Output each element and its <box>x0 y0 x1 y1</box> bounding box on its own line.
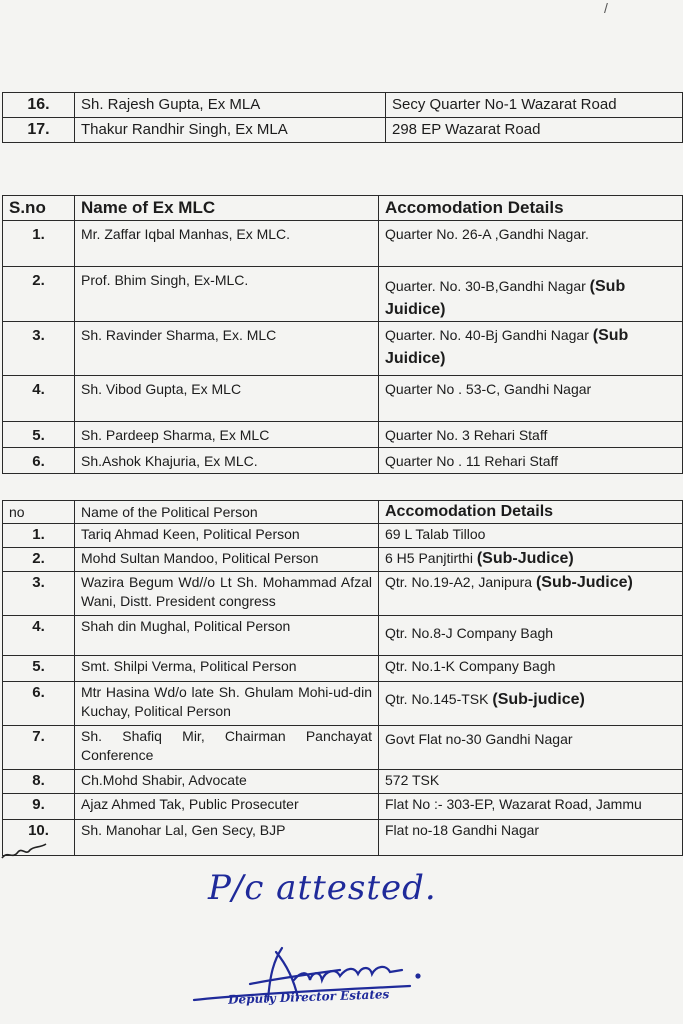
row-accommodation: 298 EP Wazarat Road <box>386 118 683 143</box>
row-name: Smt. Shilpi Verma, Political Person <box>75 656 379 682</box>
row-name: Mohd Sultan Mandoo, Political Person <box>75 548 379 572</box>
row-number: 1. <box>3 524 75 548</box>
row-name: Ajaz Ahmed Tak, Public Prosecuter <box>75 794 379 820</box>
row-accommodation: Quarter No . 53-C, Gandhi Nagar <box>379 376 683 422</box>
sub-judice-label: (Sub-Judice) <box>476 550 574 567</box>
political-person-table <box>2 500 683 856</box>
row-name: Thakur Randhir Singh, Ex MLA <box>75 118 386 143</box>
row-number: 4. <box>3 376 75 422</box>
table-row <box>3 548 683 572</box>
table-row <box>3 118 683 143</box>
row-number: 17. <box>3 118 75 143</box>
row-accommodation-cell <box>379 267 683 322</box>
row-number: 8. <box>3 770 75 794</box>
row-name: Sh. Rajesh Gupta, Ex MLA <box>75 93 386 118</box>
table-row <box>3 93 683 118</box>
row-accommodation: Qtr. No.1-K Company Bagh <box>379 656 683 682</box>
row-accommodation: Govt Flat no-30 Gandhi Nagar <box>379 726 683 770</box>
row-name: Sh. Vibod Gupta, Ex MLC <box>75 376 379 422</box>
table-row <box>3 322 683 376</box>
table-row <box>3 422 683 448</box>
handwritten-attestation-note: P/c attested. <box>208 868 437 908</box>
row-number: 6. <box>3 448 75 474</box>
row-name: Sh. Ravinder Sharma, Ex. MLC <box>75 322 379 376</box>
row-name: Sh. Shafiq Mir, Chairman Panchayat Conference <box>75 726 379 770</box>
row-number: 16. <box>3 93 75 118</box>
table-row <box>3 726 683 770</box>
sub-judice-label: (Sub-Judice) <box>535 574 633 591</box>
row-name: Mtr Hasina Wd/o late Sh. Ghulam Mohi-ud-din Kuchay, Political Person <box>75 682 379 726</box>
header-sno: S.no <box>3 196 75 221</box>
row-accommodation: Quarter No. 3 Rehari Staff <box>379 422 683 448</box>
row-name: Prof. Bhim Singh, Ex-MLC. <box>75 267 379 322</box>
table-row <box>3 267 683 322</box>
row-name: Shah din Mughal, Political Person <box>75 616 379 656</box>
row-accommodation-cell <box>379 548 683 572</box>
header-no: no <box>3 501 75 524</box>
sub-judice-label: (Sub Juidice) <box>385 327 629 367</box>
row-accommodation: 572 TSK <box>379 770 683 794</box>
table-row <box>3 794 683 820</box>
table-row <box>3 656 683 682</box>
ex-mlc-table <box>2 195 683 474</box>
row-accommodation: Quarter No . 11 Rehari Staff <box>379 448 683 474</box>
row-name: Mr. Zaffar Iqbal Manhas, Ex MLC. <box>75 221 379 267</box>
sub-judice-label: (Sub-judice) <box>492 691 585 708</box>
row-accommodation: Qtr. No.19-A2, Janipura <box>385 574 533 590</box>
header-name: Name of the Political Person <box>75 501 379 524</box>
table-row <box>3 221 683 267</box>
table-header-row <box>3 501 683 524</box>
row-number: 10. <box>3 820 75 856</box>
row-number: 4. <box>3 616 75 656</box>
row-name: Wazira Begum Wd//o Lt Sh. Mohammad Afzal Wani, Distt. President congress <box>75 572 379 616</box>
row-number: 3. <box>3 322 75 376</box>
row-accommodation: Qtr. No.8-J Company Bagh <box>379 616 683 656</box>
row-number: 5. <box>3 422 75 448</box>
header-accommodation: Accomodation Details <box>379 501 683 524</box>
row-name: Sh. Pardeep Sharma, Ex MLC <box>75 422 379 448</box>
margin-tick-mark <box>0 838 48 864</box>
row-accommodation: Quarter. No. 30-B,Gandhi Nagar <box>385 278 586 294</box>
table-row <box>3 770 683 794</box>
row-number: 6. <box>3 682 75 726</box>
header-name: Name of Ex MLC <box>75 196 379 221</box>
row-number: 1. <box>3 221 75 267</box>
row-accommodation: Qtr. No.145-TSK <box>385 691 489 707</box>
table-row <box>3 572 683 616</box>
table-row <box>3 376 683 422</box>
ex-mla-table <box>2 92 683 143</box>
row-accommodation: Quarter. No. 40-Bj Gandhi Nagar <box>385 327 589 343</box>
row-number: 3. <box>3 572 75 616</box>
row-number: 2. <box>3 548 75 572</box>
row-accommodation-cell <box>379 322 683 376</box>
header-accommodation: Accomodation Details <box>379 196 683 221</box>
row-accommodation: Secy Quarter No-1 Wazarat Road <box>386 93 683 118</box>
row-accommodation: 6 H5 Panjtirthi <box>385 550 473 566</box>
sub-judice-label: (Sub Juidice) <box>385 278 626 318</box>
corner-pen-mark: / <box>604 0 608 16</box>
row-number: 7. <box>3 726 75 770</box>
row-number: 2. <box>3 267 75 322</box>
row-number: 9. <box>3 794 75 820</box>
row-accommodation: Flat no-18 Gandhi Nagar <box>379 820 683 856</box>
table-row <box>3 820 683 856</box>
row-accommodation: Quarter No. 26-A ,Gandhi Nagar. <box>379 221 683 267</box>
designation-stamp: Deputy Director Estates <box>227 987 390 1007</box>
row-name: Sh. Manohar Lal, Gen Secy, BJP <box>75 820 379 856</box>
row-accommodation-cell <box>379 682 683 726</box>
row-accommodation: 69 L Talab Tilloo <box>379 524 683 548</box>
table-row <box>3 448 683 474</box>
row-accommodation: Flat No :- 303-EP, Wazarat Road, Jammu <box>379 794 683 820</box>
row-name: Ch.Mohd Shabir, Advocate <box>75 770 379 794</box>
table-row <box>3 682 683 726</box>
table-row <box>3 524 683 548</box>
table-row <box>3 616 683 656</box>
row-accommodation-cell <box>379 572 683 616</box>
row-name: Tariq Ahmad Keen, Political Person <box>75 524 379 548</box>
table-header-row <box>3 196 683 221</box>
row-number: 5. <box>3 656 75 682</box>
row-name: Sh.Ashok Khajuria, Ex MLC. <box>75 448 379 474</box>
